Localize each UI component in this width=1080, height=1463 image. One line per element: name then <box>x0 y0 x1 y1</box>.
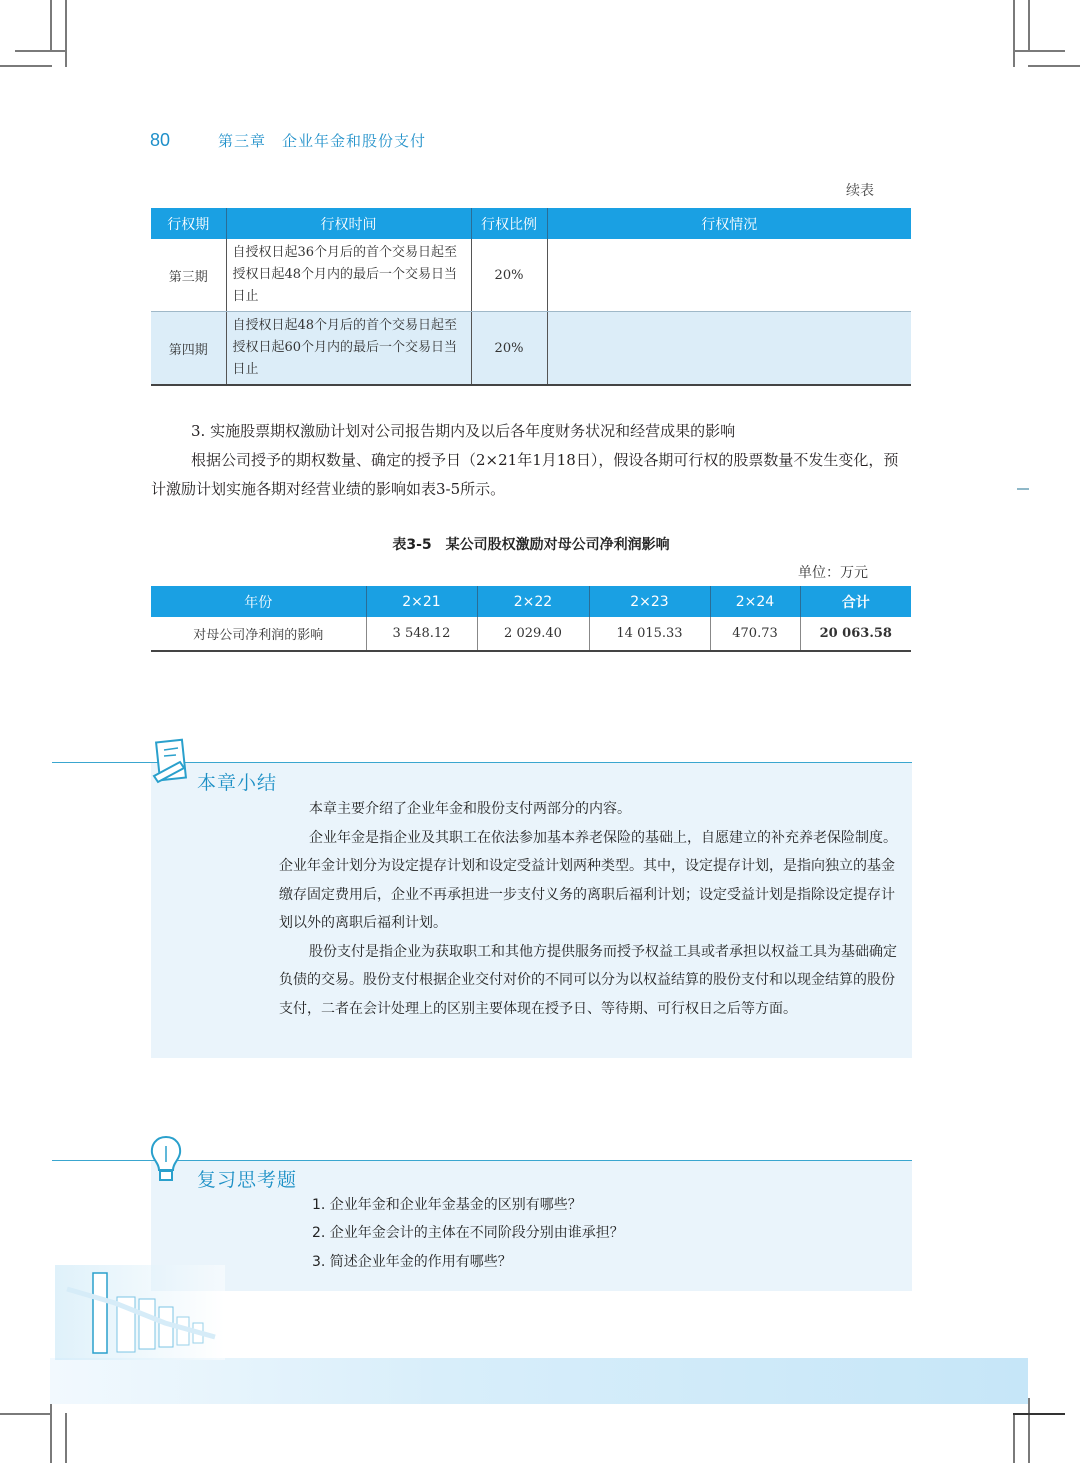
column-header: 行权期 <box>151 208 226 239</box>
lightbulb-icon <box>148 1134 184 1186</box>
crop-mark <box>65 0 67 67</box>
column-header: 合计 <box>800 586 911 617</box>
column-header: 年份 <box>151 586 366 617</box>
row-label: 对母公司净利润的影响 <box>151 617 366 651</box>
review-question: 3. 简述企业年金的作用有哪些？ <box>312 1254 512 1270</box>
chapter-title: 第三章 企业年金和股份支付 <box>218 131 427 150</box>
crop-mark <box>1013 1413 1015 1463</box>
period-cell: 第三期 <box>151 239 226 312</box>
summary-paragraph: 本章主要介绍了企业年金和股份支付两部分的内容。 <box>309 801 631 817</box>
time-cell: 自授权日起36个月后的首个交易日起至授权日起48个月内的最后一个交易日当日止 <box>226 239 471 312</box>
value-cell: 470.73 <box>710 617 800 651</box>
ratio-cell: 20% <box>471 239 547 312</box>
crop-mark <box>1013 1413 1065 1415</box>
column-header: 2×23 <box>589 586 710 617</box>
bar-chart-decoration-icon <box>55 1265 225 1360</box>
time-cell: 自授权日起48个月后的首个交易日起至授权日起60个月内的最后一个交易日当日止 <box>226 312 471 386</box>
crop-mark <box>1028 65 1080 67</box>
body-paragraph: 根据公司授予的期权数量、确定的授予日（2×21年1月18日），假设各期可行权的股票数量不发生变化，预计激励计划实施各期对经营业绩的影响如表3-5所示。 <box>151 451 899 498</box>
crop-mark <box>50 1398 52 1463</box>
crop-mark <box>0 1413 52 1415</box>
summary-text <box>279 795 903 1023</box>
crop-mark <box>50 0 52 52</box>
table-row <box>151 617 911 651</box>
summary-paragraph: 股份支付是指企业为获取职工和其他方提供服务而授予权益工具或者承担以权益工具为基础确定负债的交易。股份支付根据企业交付对价的不同可以分为以权益结算的股份支付和以现金结算的股份支付，二者在会计处理上的区别主要体现在授予日、等待期、可行权日之后等方面。 <box>279 943 897 1017</box>
table-row <box>151 312 911 386</box>
review-title: 复习思考题 <box>197 1169 298 1191</box>
margin-mark <box>1017 488 1029 490</box>
value-cell: 2 029.40 <box>477 617 589 651</box>
review-question: 2. 企业年金会计的主体在不同阶段分别由谁承担？ <box>312 1225 624 1241</box>
status-cell <box>547 239 911 312</box>
crop-mark <box>1013 50 1065 52</box>
value-cell: 3 548.12 <box>366 617 477 651</box>
net-profit-impact-table <box>151 586 911 652</box>
crop-mark <box>0 65 52 67</box>
column-header: 行权比例 <box>471 208 547 239</box>
crop-mark <box>1028 0 1030 52</box>
unit-label: 单位：万元 <box>798 565 868 581</box>
value-cell: 14 015.33 <box>589 617 710 651</box>
decorative-band <box>50 1358 1028 1404</box>
period-cell: 第四期 <box>151 312 226 386</box>
review-question: 1. 企业年金和企业年金基金的区别有哪些？ <box>312 1197 582 1213</box>
crop-mark <box>1013 0 1015 67</box>
summary-paragraph: 企业年金是指企业及其职工在依法参加基本养老保险的基础上，自愿建立的补充养老保险制度。企业年金计划分为设定提存计划和设定受益计划两种类型。其中，设定提存计划，是指向独立的基金缴存固定费用后，企业不再承担进一步支付义务的离职后福利计划；设定受益计划是指除设定提存计划以外的离职后福利计划。 <box>279 829 897 931</box>
column-header: 2×21 <box>366 586 477 617</box>
notepad-pencil-icon <box>150 738 196 790</box>
running-header <box>150 128 426 152</box>
crop-mark <box>1028 1398 1030 1463</box>
column-header: 行权时间 <box>226 208 471 239</box>
continued-label: 续表 <box>846 183 874 199</box>
exercise-schedule-table <box>151 208 911 386</box>
crop-mark <box>65 1413 67 1463</box>
ratio-cell: 20% <box>471 312 547 386</box>
section-heading: 3. 实施股票期权激励计划对公司报告期内及以后各年度财务状况和经营成果的影响 <box>191 422 736 440</box>
page-number: 80 <box>150 129 171 150</box>
column-header: 行权情况 <box>547 208 911 239</box>
table-row <box>151 239 911 312</box>
status-cell <box>547 312 911 386</box>
crop-mark <box>15 50 67 52</box>
total-cell: 20 063.58 <box>800 617 911 651</box>
summary-title: 本章小结 <box>197 772 278 794</box>
column-header: 2×22 <box>477 586 589 617</box>
column-header: 2×24 <box>710 586 800 617</box>
table-caption: 表3-5 某公司股权激励对母公司净利润影响 <box>392 537 670 553</box>
